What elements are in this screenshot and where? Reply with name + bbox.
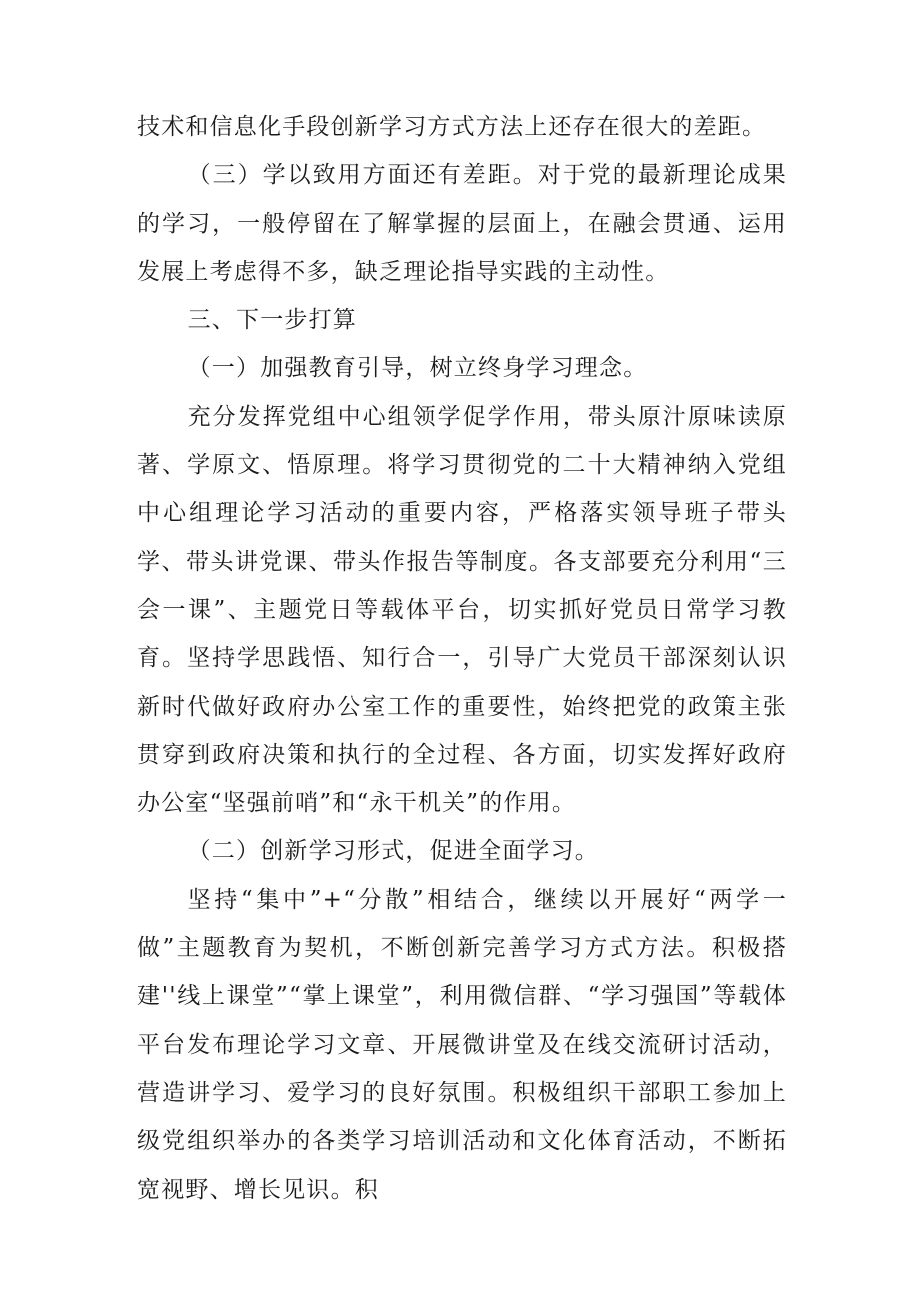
subheading-learning-forms: （二）创新学习形式，促进全面学习。 [187,838,599,865]
document-body [137,103,787,1214]
paragraph-continuation: 技术和信息化手段创新学习方式方法上还存在很大的差距。 [137,114,767,140]
section-heading-next-steps: 三、下一步打算 [187,307,357,334]
paragraph-weakness-three: （三）学以致用方面还有差距。对于党的最新理论成果的学习，一般停留在了解掌握的层面上，在融会贯通、运用发展上考虑得不多，缺乏理论指导实践的主动性。 [137,162,787,285]
subheading-education: （一）加强教育引导，树立终身学习理念。 [187,355,648,382]
paragraph-learning-forms: 坚持“集中”+“分散”相结合，继续以开展好“两学一做”主题教育为契机，不断创新完善学习方式方法。积极搭建''线上课堂”“掌上课堂”，利用微信群、“学习强国”等载体平台发布理论学习文章、开展微讲堂及在线交流研讨活动，营造讲学习、爱学习的良好氛围。积极组织干部职工参加上级党组织举办的各类学习培训活动和文化体育活动，不断拓宽视野、增长见识。积 [137,886,787,1203]
paragraph-education: 充分发挥党组中心组领学促学作用，带头原汁原味读原著、学原文、悟原理。将学习贯彻党的二十大精神纳入党组中心组理论学习活动的重要内容，严格落实领导班子带头学、带头讲党课、带头作报告等制度。各支部要充分利用“三会一课”、主题党日等载体平台，切实抓好党员日常学习教育。坚持学思践悟、知行合一，引导广大党员干部深刻认识新时代做好政府办公室工作的重要性，始终把党的政策主张贯穿到政府决策和执行的全过程、各方面，切实发挥好政府办公室“坚强前哨”和“永干机关”的作用。 [137,403,787,817]
